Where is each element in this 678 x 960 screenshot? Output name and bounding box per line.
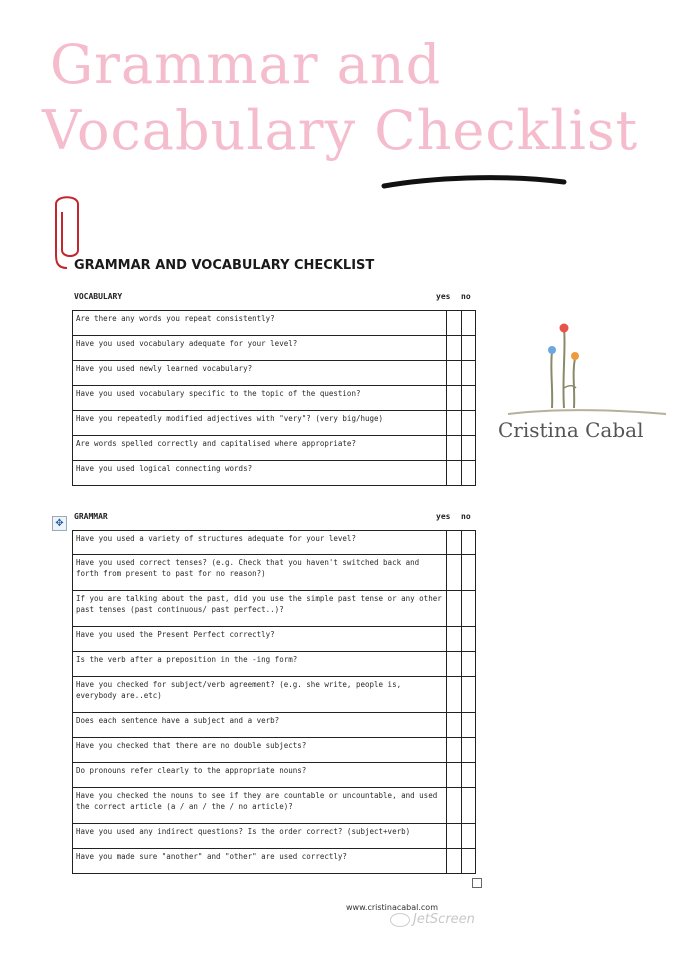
table-row <box>73 411 476 436</box>
question-cell: If you are talking about the past, did you use the simple past tense or any other past tenses (past continuous/ past perfect..)? <box>73 591 447 627</box>
no-checkbox[interactable] <box>461 738 475 763</box>
table-row <box>73 677 476 713</box>
yes-checkbox[interactable] <box>447 677 461 713</box>
yes-checkbox[interactable] <box>447 849 461 874</box>
no-checkbox[interactable] <box>461 652 475 677</box>
flowers-icon <box>498 318 668 418</box>
yes-checkbox[interactable] <box>447 738 461 763</box>
yes-checkbox[interactable] <box>447 436 461 461</box>
question-cell: Have you used vocabulary adequate for your level? <box>73 336 447 361</box>
jetscreen-logo-icon <box>390 913 410 927</box>
table-row <box>73 849 476 874</box>
question-cell: Have you used correct tenses? (e.g. Check that you haven't switched back and forth from present to past for no reason?) <box>73 555 447 591</box>
table-row <box>73 763 476 788</box>
no-checkbox[interactable] <box>461 336 475 361</box>
yes-checkbox[interactable] <box>447 386 461 411</box>
watermark-text: JetScreen <box>413 912 475 927</box>
yes-checkbox[interactable] <box>447 713 461 738</box>
question-cell: Have you checked for subject/verb agreement? (e.g. she write, people is, everybody are..etc) <box>73 677 447 713</box>
question-cell: Are there any words you repeat consistently? <box>73 311 447 336</box>
question-cell: Have you made sure "another" and "other" are used correctly? <box>73 849 447 874</box>
question-cell: Have you checked that there are no double subjects? <box>73 738 447 763</box>
table-row <box>73 436 476 461</box>
question-cell: Do pronouns refer clearly to the appropriate nouns? <box>73 763 447 788</box>
hero-title <box>42 32 639 164</box>
yes-checkbox[interactable] <box>447 555 461 591</box>
question-cell: Is the verb after a preposition in the -ing form? <box>73 652 447 677</box>
hero-title-line1: Grammar and <box>50 33 442 96</box>
grammar-checklist-table <box>72 530 476 874</box>
table-row <box>73 788 476 824</box>
question-cell: Have you used newly learned vocabulary? <box>73 361 447 386</box>
logo-text: Cristina Cabal <box>498 418 644 442</box>
table-resize-handle[interactable] <box>472 878 482 888</box>
table-row <box>73 591 476 627</box>
no-checkbox[interactable] <box>461 713 475 738</box>
question-cell: Have you used a variety of structures adequate for your level? <box>73 531 447 555</box>
table-row <box>73 461 476 486</box>
footer-url: www.cristinacabal.com <box>346 903 438 912</box>
table-row <box>73 311 476 336</box>
no-checkbox[interactable] <box>461 461 475 486</box>
table-row <box>73 361 476 386</box>
vocabulary-header <box>72 290 476 304</box>
table-row <box>73 713 476 738</box>
yes-checkbox[interactable] <box>447 311 461 336</box>
yes-checkbox[interactable] <box>447 361 461 386</box>
question-cell: Have you used any indirect questions? Is the order correct? (subject+verb) <box>73 824 447 849</box>
question-cell: Have you repeatedly modified adjectives with "very"? (very big/huge) <box>73 411 447 436</box>
no-checkbox[interactable] <box>461 763 475 788</box>
table-row <box>73 824 476 849</box>
grammar-header <box>72 510 476 524</box>
yes-checkbox[interactable] <box>447 763 461 788</box>
no-checkbox[interactable] <box>461 311 475 336</box>
no-checkbox[interactable] <box>461 627 475 652</box>
table-row <box>73 531 476 555</box>
table-row <box>73 386 476 411</box>
yes-checkbox[interactable] <box>447 824 461 849</box>
no-checkbox[interactable] <box>461 411 475 436</box>
no-checkbox[interactable] <box>461 824 475 849</box>
yes-checkbox[interactable] <box>447 461 461 486</box>
yes-column-label: yes <box>436 512 451 521</box>
no-checkbox[interactable] <box>461 591 475 627</box>
no-column-label: no <box>461 512 471 521</box>
table-row <box>73 738 476 763</box>
yes-checkbox[interactable] <box>447 411 461 436</box>
no-checkbox[interactable] <box>461 361 475 386</box>
watermark <box>390 912 475 927</box>
no-checkbox[interactable] <box>461 555 475 591</box>
question-cell: Have you used logical connecting words? <box>73 461 447 486</box>
vocabulary-heading: VOCABULARY <box>74 292 123 301</box>
no-checkbox[interactable] <box>461 788 475 824</box>
vocabulary-checklist-table <box>72 310 476 486</box>
yes-checkbox[interactable] <box>447 336 461 361</box>
question-cell: Are words spelled correctly and capitalised where appropriate? <box>73 436 447 461</box>
table-row <box>73 336 476 361</box>
no-checkbox[interactable] <box>461 677 475 713</box>
document-title: GRAMMAR AND VOCABULARY CHECKLIST <box>74 258 375 273</box>
yes-checkbox[interactable] <box>447 652 461 677</box>
no-checkbox[interactable] <box>461 849 475 874</box>
table-row <box>73 627 476 652</box>
question-cell: Have you used vocabulary specific to the topic of the question? <box>73 386 447 411</box>
cristina-cabal-logo <box>498 318 668 448</box>
yes-checkbox[interactable] <box>447 591 461 627</box>
question-cell: Have you checked the nouns to see if they are countable or uncountable, and used the correct article (a / an / the / no article)? <box>73 788 447 824</box>
table-row <box>73 652 476 677</box>
no-checkbox[interactable] <box>461 436 475 461</box>
table-move-handle[interactable]: ✥ <box>52 516 67 531</box>
no-column-label: no <box>461 292 471 301</box>
yes-column-label: yes <box>436 292 451 301</box>
table-row <box>73 555 476 591</box>
no-checkbox[interactable] <box>461 531 475 555</box>
brush-underline-icon <box>380 172 570 194</box>
question-cell: Does each sentence have a subject and a verb? <box>73 713 447 738</box>
yes-checkbox[interactable] <box>447 788 461 824</box>
question-cell: Have you used the Present Perfect correctly? <box>73 627 447 652</box>
grammar-heading: GRAMMAR <box>74 512 108 521</box>
hero-title-line2: Vocabulary Checklist <box>42 99 639 162</box>
yes-checkbox[interactable] <box>447 531 461 555</box>
no-checkbox[interactable] <box>461 386 475 411</box>
yes-checkbox[interactable] <box>447 627 461 652</box>
